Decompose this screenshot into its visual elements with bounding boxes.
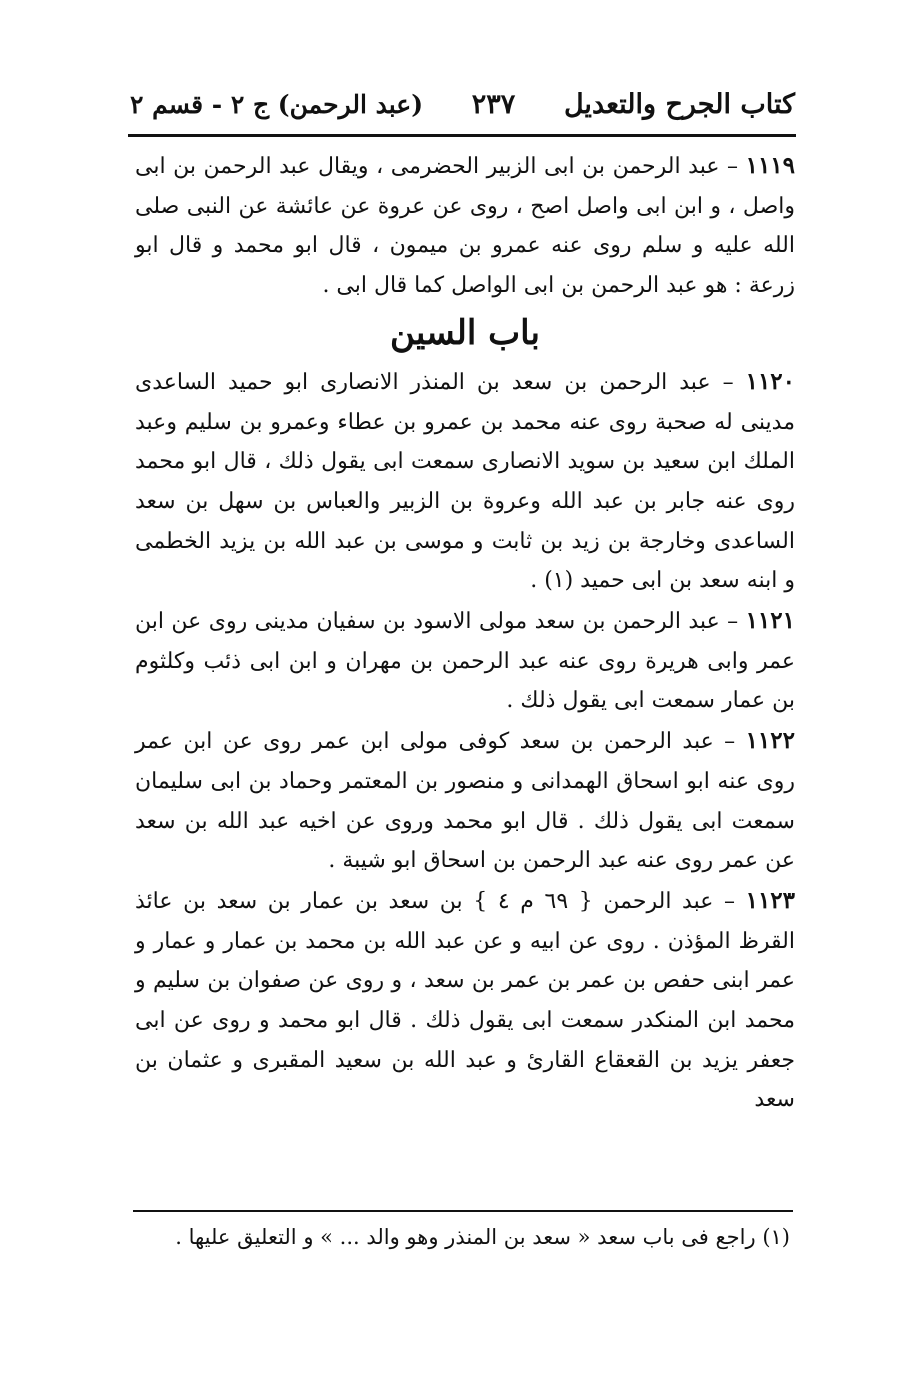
chapter-heading: باب السين (390, 312, 540, 353)
running-header (130, 78, 795, 130)
footnote-rule (133, 1210, 793, 1212)
book-title: كتاب الجرح والتعديل (563, 88, 795, 120)
entry-1119 (135, 146, 795, 306)
header-rule (128, 134, 796, 137)
entry-text: – عبد الرحمن { ٦٩ م ٤ } بن سعد بن عمار بن سعد بن عائذ القرظ المؤذن . روى عن ابيه و عن عبد الله بن محمد بن عمار و عمار و عمر ابنى حفص بن عمر بن عمر بن سعد ، و روى عن صفوان بن سليم و محمد ابن المنكدر سمعت ابى يقول ذلك . قال ابو محمد و روى عن ابى جعفر يزيد بن القعقاع القارئ و عبد الله بن سعيد المقبرى و عثمان بن سعد (135, 888, 795, 1113)
page-number: ٢٣٧ (471, 88, 516, 120)
entry-number: ١١٢٠ (745, 367, 796, 395)
main-text (135, 146, 795, 1120)
entry-1123 (135, 881, 795, 1120)
entry-text: – عبد الرحمن بن سعد بن المنذر الانصارى ابو حميد الساعدى مدينى له صحبة روى عنه محمد بن عمرو بن عطاء وعمرو بن سليم وعبد الملك ابن سعيد بن سويد الانصارى سمعت ابى يقول ذلك ، قال ابو محمد روى عنه جابر بن عبد الله وعروة بن الزبير والعباس بن سهل بن سعد الساعدى وخارجة بن زيد بن ثابت و موسى بن عبد الله بن يزيد الخطمى و ابنه سعد بن ابى حميد (١) . (135, 369, 795, 594)
entry-1122 (135, 721, 795, 881)
entry-text: – عبد الرحمن بن ابى الزبير الحضرمى ، ويقال عبد الرحمن بن ابى واصل ، و ابن ابى واصل اصح ، روى عن عروة عن عائشة عن النبى صلى الله عليه و سلم روى عنه عمرو بن ميمون ، قال ابو محمد و قال ابو زرعة : هو عبد الرحمن بن ابى الواصل كما قال ابى . (135, 154, 795, 299)
entry-text: – عبد الرحمن بن سعد مولى الاسود بن سفيان مدينى روى عن ابن عمر وابى هريرة روى عنه عبد الرحمن بن مهران و ابن ابى ذئب وكلثوم بن عمار سمعت ابى يقول ذلك . (135, 609, 795, 714)
entry-1121 (135, 601, 795, 721)
entry-number: ١١١٩ (745, 152, 796, 179)
entry-1120 (135, 362, 795, 601)
entry-text: – عبد الرحمن بن سعد كوفى مولى ابن عمر روى عن ابن عمر روى عنه ابو اسحاق الهمدانى و منصور بن المعتمر وحماد بن ابى سليمان سمعت ابى يقول ذلك . قال ابو محمد وروى عن اخيه عبد الله بن سعد عن عمر روى عنه عبد الرحمن بن اسحاق ابو شيبة . (135, 729, 795, 874)
section-part-label: (عبد الرحمن) ج ٢ - قسم ٢ (130, 89, 424, 119)
entry-number: ١١٢٣ (745, 886, 796, 914)
entry-number: ١١٢١ (745, 607, 795, 635)
entry-number: ١١٢٢ (745, 727, 795, 755)
footnote: (١) راجع فى باب سعد « سعد بن المنذر وهو والد ... » و التعليق عليها . (175, 1225, 790, 1249)
